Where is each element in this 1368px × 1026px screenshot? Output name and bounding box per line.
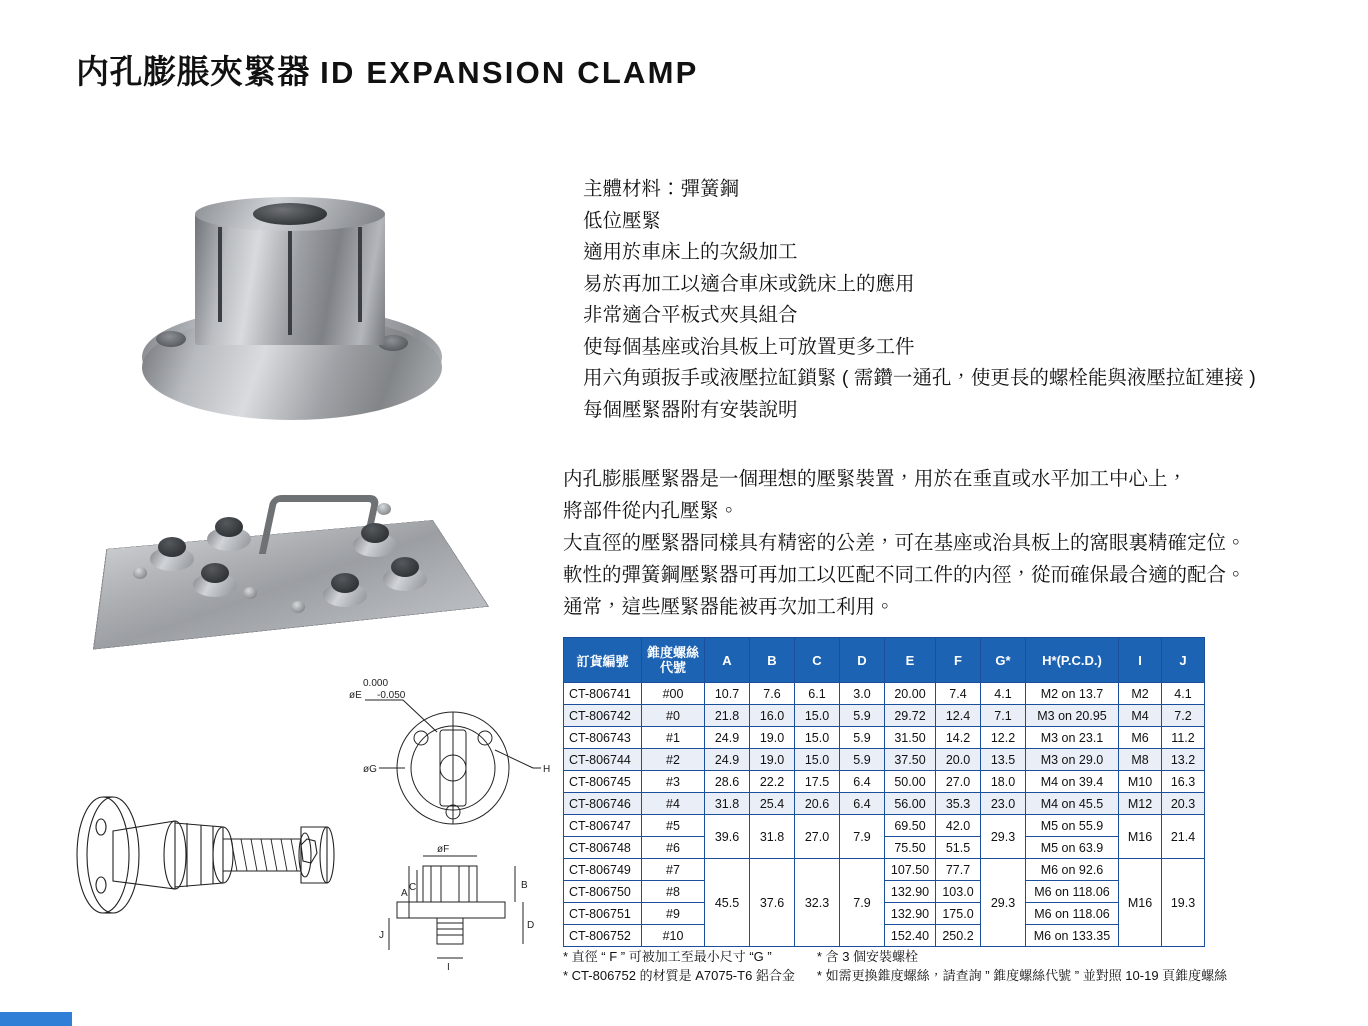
photo-bolt [243,587,257,599]
cell-e: 69.50 [885,815,936,837]
cell-h: M2 on 13.7 [1026,683,1119,705]
column-header-screw-code [642,638,705,683]
cell-b: 7.6 [750,683,795,705]
column-header-f: F [936,638,981,683]
feature-list [583,174,1353,426]
cell-f: 20.0 [936,749,981,771]
photo-clamp-slot [218,227,222,322]
cell-d: 6.4 [840,771,885,793]
cell-screw-code: #5 [642,815,705,837]
feature-item: 非常適合平板式夾具組合 [583,304,798,326]
cell-order-no: CT-806752 [564,925,642,947]
cell-order-no: CT-806742 [564,705,642,727]
cell-h: M5 on 63.9 [1026,837,1119,859]
cell-h: M6 on 133.35 [1026,925,1119,947]
cell-h: M6 on 118.06 [1026,903,1119,925]
footnote-column-left [563,947,795,985]
cell-a: 28.6 [705,771,750,793]
cell-a: 21.8 [705,705,750,727]
page-title-en: ID EXPANSION CLAMP [320,55,699,90]
page-title [76,46,699,93]
cell-a: 24.9 [705,749,750,771]
cell-b: 16.0 [750,705,795,727]
cell-d: 7.9 [840,815,885,859]
cad-dimension-drawings [345,660,560,975]
cell-h: M3 on 20.95 [1026,705,1119,727]
table-row [564,881,1205,903]
screw-code-line2: 代號 [659,660,686,675]
cell-b: 19.0 [750,727,795,749]
screw-code-line1: 錐度螺絲 [646,645,699,660]
table-row [564,837,1205,859]
photo-bolt [377,503,391,515]
cell-e: 56.00 [885,793,936,815]
cell-i: M12 [1119,793,1162,815]
table-row [564,925,1205,947]
cell-h: M5 on 55.9 [1026,815,1119,837]
cell-f: 77.7 [936,859,981,881]
cell-j: 19.3 [1162,859,1205,947]
cell-i: M6 [1119,727,1162,749]
feature-item: 易於再加工以適合車床或銑床上的應用 [583,272,915,295]
cell-a: 24.9 [705,727,750,749]
cell-screw-code: #4 [642,793,705,815]
cell-c: 15.0 [795,705,840,727]
cell-j: 20.3 [1162,793,1205,815]
label-i: I [447,962,450,973]
photo-clamp-slot [358,227,362,322]
cell-i: M16 [1119,859,1162,947]
cell-order-no: CT-806747 [564,815,642,837]
feature-item: 適用於車床上的次級加工 [583,241,798,263]
table-row [564,815,1205,837]
cell-d: 6.4 [840,793,885,815]
cell-order-no: CT-806743 [564,727,642,749]
footnote-column-right [817,947,1227,985]
cell-f: 175.0 [936,903,981,925]
cell-h: M4 on 39.4 [1026,771,1119,793]
cell-j: 7.2 [1162,705,1205,727]
column-header-order-no: 訂貨編號 [564,638,642,683]
cell-c: 27.0 [795,815,840,859]
product-photo-expansion-clamp [120,175,480,440]
description-line: 軟性的彈簧鋼壓緊器可再加工以匹配不同工件的内徑，從而確保最合適的配合。 [563,564,1246,586]
cell-e: 20.00 [885,683,936,705]
photo-clamp-unit [150,537,194,577]
cell-i: M4 [1119,705,1162,727]
cell-b: 19.0 [750,749,795,771]
table-row [564,859,1205,881]
footnote-item: * 含 3 個安裝螺栓 [816,949,919,964]
cell-screw-code: #3 [642,771,705,793]
column-header-i: I [1119,638,1162,683]
label-dia-e: øE [349,690,362,701]
photo-clamp-unit [193,563,237,603]
cell-f: 103.0 [936,881,981,903]
description-line: 内孔膨脹壓緊器是一個理想的壓緊裝置，用於在垂直或水平加工中心上， [563,468,1188,490]
cell-e: 37.50 [885,749,936,771]
column-header-e: E [885,638,936,683]
label-b: B [521,880,528,891]
cell-e: 50.00 [885,771,936,793]
cell-g: 23.0 [981,793,1026,815]
column-header-b: B [750,638,795,683]
label-tolerance-top: 0.000 [363,678,389,689]
cell-g: 7.1 [981,705,1026,727]
description-line: 通常，這些壓緊器能被再次加工利用。 [563,596,895,618]
cell-d: 5.9 [840,705,885,727]
cell-screw-code: #0 [642,705,705,727]
cell-i: M10 [1119,771,1162,793]
cad-isometric-drawing [55,735,345,970]
cell-a: 45.5 [705,859,750,947]
cell-c: 20.6 [795,793,840,815]
cell-j: 11.2 [1162,727,1205,749]
cell-e: 107.50 [885,859,936,881]
cell-g: 18.0 [981,771,1026,793]
cell-f: 12.4 [936,705,981,727]
cell-screw-code: #7 [642,859,705,881]
column-header-j: J [1162,638,1205,683]
table-row [564,749,1205,771]
footnotes [563,947,1227,985]
cell-j: 21.4 [1162,815,1205,859]
cell-e: 132.90 [885,903,936,925]
table-row [564,793,1205,815]
cell-f: 35.3 [936,793,981,815]
label-j: J [379,930,384,941]
cell-g: 12.2 [981,727,1026,749]
table-row [564,705,1205,727]
photo-flange-hole [156,331,186,347]
cell-j: 13.2 [1162,749,1205,771]
cell-h: M3 on 23.1 [1026,727,1119,749]
cell-i: M2 [1119,683,1162,705]
cell-e: 132.90 [885,881,936,903]
photo-clamp-bore [253,203,327,225]
specification-table [563,637,1205,947]
cell-j: 16.3 [1162,771,1205,793]
cell-h: M4 on 45.5 [1026,793,1119,815]
cell-g: 13.5 [981,749,1026,771]
table-row [564,727,1205,749]
label-tolerance-bottom: -0.050 [377,690,406,701]
cell-c: 15.0 [795,749,840,771]
cell-d: 7.9 [840,859,885,947]
cell-e: 75.50 [885,837,936,859]
feature-item: 用六角頭扳手或液壓拉缸鎖緊 ( 需鑽一通孔，使更長的螺栓能與液壓拉缸連接 ) [583,367,1256,389]
cell-b: 22.2 [750,771,795,793]
cell-b: 31.8 [750,815,795,859]
cell-c: 17.5 [795,771,840,793]
cell-order-no: CT-806745 [564,771,642,793]
cell-a: 10.7 [705,683,750,705]
cell-c: 15.0 [795,727,840,749]
label-dia-f: øF [437,844,450,855]
cell-g: 4.1 [981,683,1026,705]
cell-e: 152.40 [885,925,936,947]
cell-d: 5.9 [840,727,885,749]
cell-screw-code: #10 [642,925,705,947]
cell-g: 29.3 [981,859,1026,947]
cell-c: 6.1 [795,683,840,705]
cell-e: 29.72 [885,705,936,727]
photo-clamp-unit [323,573,367,613]
cell-a: 31.8 [705,793,750,815]
label-c: C [409,882,417,893]
cell-h: M6 on 118.06 [1026,881,1119,903]
description-line: 將部件從内孔壓緊。 [563,500,739,522]
feature-item: 主體材料：彈簧鋼 [583,178,740,200]
footnote-item: * CT-806752 的材質是 A7075-T6 鋁合金 [563,968,795,983]
cell-order-no: CT-806751 [564,903,642,925]
cell-order-no: CT-806744 [564,749,642,771]
label-dia-g: øG [363,764,377,775]
cell-f: 51.5 [936,837,981,859]
cell-f: 27.0 [936,771,981,793]
description-line: 大直徑的壓緊器同樣具有精密的公差，可在基座或治具板上的窩眼裏精確定位。 [563,532,1246,554]
cell-order-no: CT-806749 [564,859,642,881]
column-header-a: A [705,638,750,683]
feature-item: 使每個基座或治具板上可放置更多工件 [583,335,915,358]
cell-i: M16 [1119,815,1162,859]
cell-order-no: CT-806750 [564,881,642,903]
description-paragraph [563,463,1353,623]
cell-b: 37.6 [750,859,795,947]
column-header-g: G* [981,638,1026,683]
cell-order-no: CT-806746 [564,793,642,815]
column-header-c: C [795,638,840,683]
footnote-item: * 如需更換錐度螺絲，請查詢 ” 錐度螺絲代號 ” 並對照 10-19 頁錐度螺絲 [816,968,1228,983]
feature-item: 低位壓緊 [583,209,662,232]
product-photo-fixture-plate [95,455,485,670]
cell-a: 39.6 [705,815,750,859]
label-a: A [401,888,408,899]
column-header-d: D [840,638,885,683]
cell-i: M8 [1119,749,1162,771]
table-row [564,771,1205,793]
cell-screw-code: #2 [642,749,705,771]
table-row [564,683,1205,705]
cell-d: 3.0 [840,683,885,705]
cell-e: 31.50 [885,727,936,749]
table-row [564,903,1205,925]
photo-clamp-unit [383,557,427,597]
cell-h: M6 on 92.6 [1026,859,1119,881]
photo-clamp-slot [288,213,292,335]
photo-clamp-unit [207,517,251,557]
table-header-row [564,638,1205,683]
cell-h: M3 on 29.0 [1026,749,1119,771]
cell-screw-code: #8 [642,881,705,903]
cell-f: 42.0 [936,815,981,837]
label-h: H [543,764,551,775]
cell-b: 25.4 [750,793,795,815]
cell-order-no: CT-806741 [564,683,642,705]
page-corner-accent [0,1012,72,1026]
footnote-item: * 直徑 “ F ” 可被加工至最小尺寸 “G ” [563,949,772,964]
cell-j: 4.1 [1162,683,1205,705]
cell-g: 29.3 [981,815,1026,859]
photo-bolt [291,601,305,613]
label-d: D [527,920,535,931]
cell-screw-code: #6 [642,837,705,859]
cell-screw-code: #1 [642,727,705,749]
feature-item: 每個壓緊器附有安裝說明 [583,398,798,421]
cell-f: 14.2 [936,727,981,749]
cell-f: 250.2 [936,925,981,947]
cell-f: 7.4 [936,683,981,705]
cell-screw-code: #00 [642,683,705,705]
cell-c: 32.3 [795,859,840,947]
page-title-zh: 内孔膨脹夾緊器 [76,53,311,90]
cell-d: 5.9 [840,749,885,771]
photo-bolt [133,567,147,579]
cell-screw-code: #9 [642,903,705,925]
cell-order-no: CT-806748 [564,837,642,859]
column-header-h-pcd: H*(P.C.D.) [1026,638,1119,683]
